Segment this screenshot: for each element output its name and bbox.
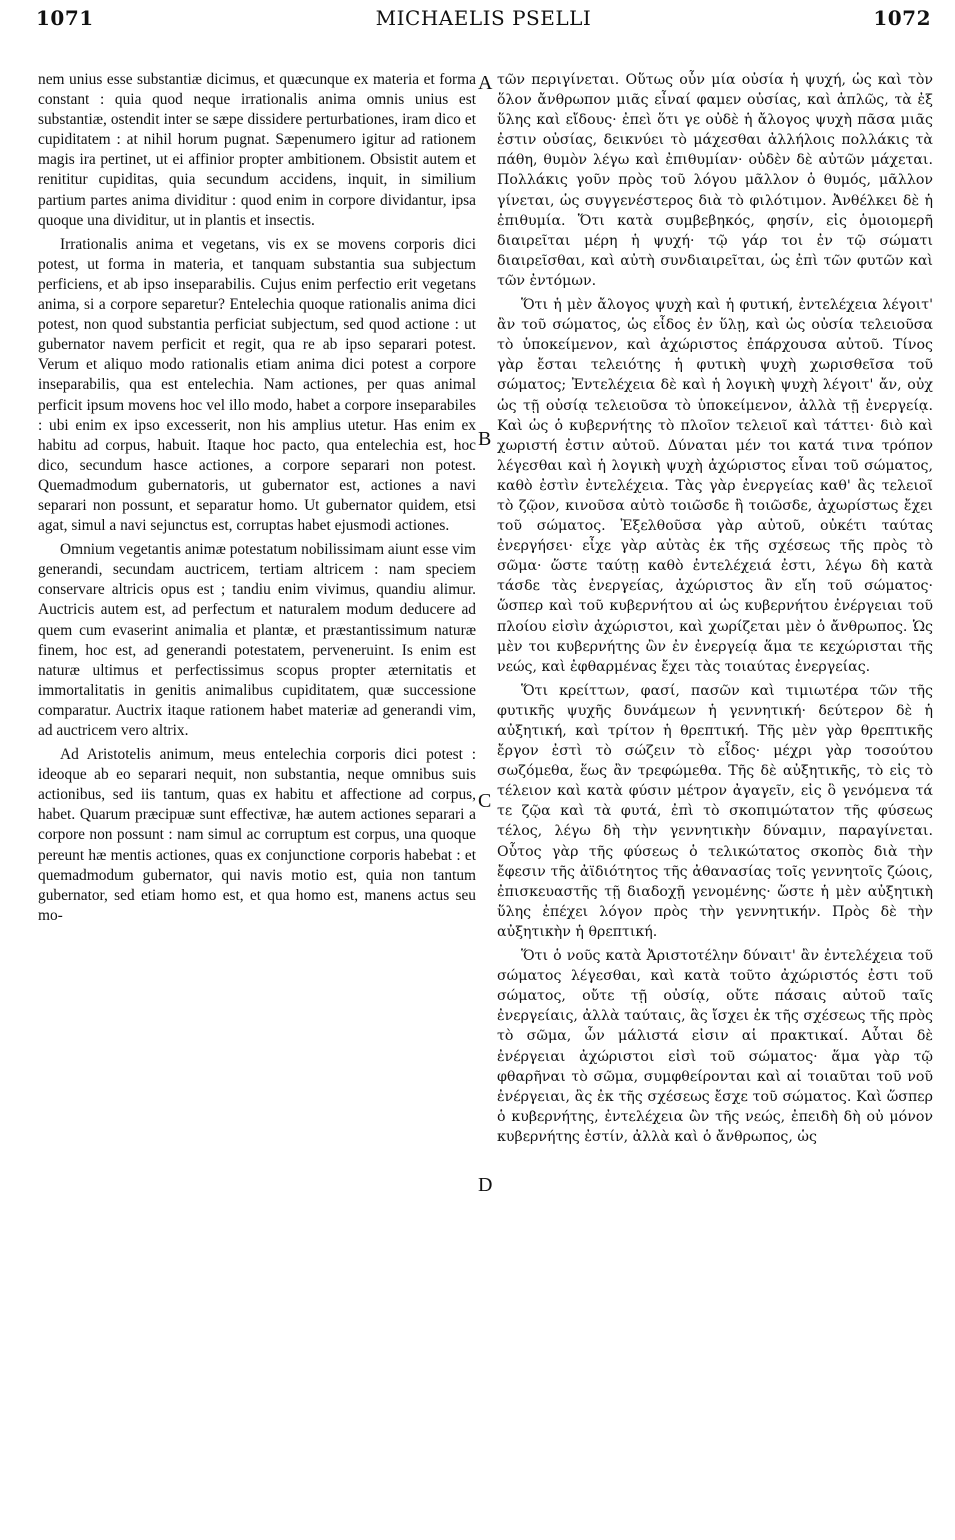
page-header xyxy=(36,6,931,46)
greek-paragraph-2: Ὅτι ἡ μὲν ἄλογος ψυχὴ καὶ ἡ φυτική, ἐντελέχεια λέγοιτ' ἂν τοῦ σώματος, ὡς εἶδος ἐν ὕλῃ, καὶ ὡς οὐσία τελειοῦσα τὸ ὑποκείμενον, καὶ ἀχώριστος ἐπάρχουσα αὐτοῦ. Τίνος γὰρ ἔσται τελειότης ἡ φυτικὴ ψυχὴ χωρισθεῖσα τοῦ σώματος; Ἐντελέχεια δὲ καὶ ἡ λογικὴ ψυχὴ λέγοιτ' ἄν, οὐχ ὡς τῇ οὐσίᾳ τελειοῦσα τὸ ὑποκείμενον, ἀλλὰ τῇ ἐνεργείᾳ. Καὶ ὡς ὁ κυβερνήτης τὸ πλοῖον τελειοῖ καὶ τάττει· διὸ καὶ χωριστή ἐστιν αὐτοῦ. Δύναται μέν τοι κατά τινα τρόπον λέγεσθαι καὶ ἡ λογικὴ ψυχὴ ἀχώριστος εἶναι τοῦ σώματος, καθὸ ἐστὶν ἐντελέχεια. Τὰς γὰρ ἐνεργείας καθ' ἃς τελειοῖ τὸ ζῷον, κινοῦσα αὐτὸ τοιῶσδε ἢ τοιῶσδε, ἀχωρίστως ἔχει τοῦ σώματος. Ἐξελθοῦσα γὰρ αὐτοῦ, οὐκέτι ταύτας ἐνεργήσει· εἶχε γὰρ αὐτὰς ἐκ τῆς σχέσεως τῆς πρὸς τὸ σῶμα· ὥστε ταύτῃ καθὸ ἐντελέχειά ἐστι, λέγω δὴ κατὰ τάσδε τὰς ἐνεργείας, ἀχώριστος ἂν εἴη τοῦ σώματος· ὥσπερ καὶ τοῦ κυβερνήτου αἱ ὡς κυβερνήτου ἐνέργειαι τοῦ πλοίου εἰσὶν ἀχώριστοι, καὶ χωρίζεται μὲν ὁ ἄνθρωπος. Ὡς μὲν τοι κυβερνήτης ὢν ἐν ἐνεργείᾳ ἅμα τε κεχώρισται τῆς νεώς, καὶ ἐφθαρμένας ἔχει τὰς τοιαύτας ἐνεργείας. xyxy=(497,297,933,675)
running-title: MICHAELIS PSELLI xyxy=(375,6,592,30)
margin-letter-c: C xyxy=(478,790,492,812)
margin-letter-b: B xyxy=(478,428,492,450)
latin-paragraph-3: Omnium vegetantis animæ potestatum nobilissimam aiunt esse vim generandi, secundam auctricem, tertiam altricem : nam speciem conservare altricis opus est ; tandiu enim vivimus, quandiu alimur. Auctricis autem est, ad perfectum et naturalem modum deducere ad quem cum evaserint animalia et plantæ, et præstantissimum naturæ finem, hoc est, ad generandi potestatem, perveneruint. Is enim est naturæ ultimus et perfectissimus scopus propter æternitatis et immortalitatis in genitis animalibus cupiditatem, quæ successione comparatur. Auctrix itaque rationem habet materiæ ad generandi vim, ad auctricem vero altrix. xyxy=(38,541,476,739)
latin-paragraph-2: Irrationalis anima et vegetans, vis ex se movens corporis dici potest, ut forma in materia, et tanquam substantia sua subjectum perficiens, et ab ipso inseparabilis. Cujus enim perfectio erit vegetans anima, si a corpore separetur? Entelechia quoque rationalis anima dici potest, non quod substantia perficiat subjectum, sed quod actione : ut gubernator navem perficit et regit, qua re ab ipso separari potest. Verum et aliquo modo rationalis etiam anima dici potest a corpore inseparabilis, qua est entelechia. Nam actiones, per quas animal perficit ipsum movens hoc vel illo modo, habet a corpore inseparabiles : ubi enim ex ipso excesserit, non his amplius utetur. Has enim ex habitu ad corpus, habuit. Itaque hoc pacto, qua entelechia est, hoc dico, secundum hasce actiones, a corpore separari non potest. Quemadmodum gubernatoris, ut gubernator est, actiones a navi separari non possunt, et separatur homo. Ut gubernator quidem, etsi agat, simul a navi sejunctus est, corruptas habet ejusmodi actiones. xyxy=(38,235,476,535)
greek-column xyxy=(497,70,933,1526)
page-number-right: 1072 xyxy=(873,6,931,30)
latin-paragraph-1: nem unius esse substantiæ dicimus, et quæcunque ex materia et forma constant : quia quod neque irrationalis anima omnis unius est substantiæ, ostendit inter se sæpe dissidere perturbationes, iram dico et cupiditatem : at nihil horum pugnat. Sæpenumero igitur ad rationem magis ira pertinet, ut ei affinior propter ambitionem. Obsistit autem et renititur cupiditas, quia secundum accidens, inquit, in similium partium partes anima dividitur : quod enim in corpore dividantur, ipsa quoque una dividitur, ut in plantis et insectis. xyxy=(38,71,476,229)
latin-column xyxy=(38,70,476,1526)
margin-letter-a: A xyxy=(478,72,493,94)
latin-paragraph-4: Ad Aristotelis animum, meus entelechia corporis dici potest : ideoque ab eo separari nequit, non substantia, neque omnibus suis actionibus, sed iis tantum, quas ex habitu et affectione ad corpus, habet. Quarum præcipuæ sunt effectivæ, hæ autem actiones separari a corpore non possunt : nam simul ac corruptum est corpus, una quoque pereunt hæ mentis actiones, quas ex conjunctione corporis habebat : et quemadmodum gubernator, qui navis motio est, quia non tantum gubernator, sed etiam homo est, et qua homo est, manens actus seu mo- xyxy=(38,746,476,924)
greek-paragraph-3: Ὅτι κρείττων, φασί, πασῶν καὶ τιμιωτέρα τῶν τῆς φυτικῆς ψυχῆς δυνάμεων ἡ γεννητική· δεύτερον δὲ ἡ αὐξητική, καὶ τρίτον ἡ θρεπτική. Τῆς μὲν γὰρ θρεπτικῆς ἔργον ἐστὶ τὸ σώζειν τὸ εἶδος· μέχρι γὰρ τοσούτου σωζόμεθα, ἕως ἂν τρεφώμεθα. Τῆς δὲ αὐξητικῆς, τὸ εἰς τὸ τέλειον καὶ κατὰ φύσιν μέτρον ἀγαγεῖν, εἰς ὃ γενόμενα τά τε ζῷα καὶ τὰ φυτά, ἐπὶ τὸ σκοπιμώτατον τῆς φύσεως τέλος, λέγω δὴ τὴν γεννητικὴν δύναμιν, παραγίνεται. Οὗτος γὰρ τῆς φύσεως ὁ τελικώτατος σκοπὸς διὰ τὴν ἔφεσιν τῆς ἀϊδιότητος τῆς ἀθανασίας τοῖς γεννητοῖς ζώοις, ἐπισκευαστῆς τῇ διαδοχῇ γενομένης· ὥστε ἡ μὲν αὐξητικὴ ὕλης ἐπέχει λόγον πρὸς τὴν γεννητικήν. Πρὸς δὲ τὴν αὐξητικὴν ἡ θρεπτική. xyxy=(497,682,933,940)
greek-paragraph-4: Ὅτι ὁ νοῦς κατὰ Ἀριστοτέλην δύναιτ' ἂν ἐντελέχεια τοῦ σώματος λέγεσθαι, καὶ κατὰ τοῦτο ἀχώριστός ἐστι τοῦ σώματος, οὔτε τῇ οὐσίᾳ, οὔτε πάσαις αὐτοῦ ταῖς ἐνεργείαις, ἀλλὰ ταύταις, ἃς ἴσχει ἐκ τῆς σχέσεως τῆς πρὸς τὸ σῶμα, ὧν μάλιστά εἰσιν αἱ πρακτικαί. Αὗται δὲ ἐνέργειαι ἀχώριστοι εἰσὶ τοῦ σώματος· ἅμα γὰρ τῷ φθαρῆναι τὸ σῶμα, συμφθείρονται καὶ αἱ τοιαῦται τοῦ νοῦ ἐνέργειαι, ἃς ἐκ τῆς σχέσεως ἔσχε τοῦ σώματος. Καὶ ὥσπερ ὁ κυβερνήτης, ἐντελέχεια ὢν τῆς νεώς, ἐπειδὴ δὴ οὐ μόνον κυβερνήτης ἐστίν, ἀλλὰ καὶ ὁ ἄνθρωπος, ὡς xyxy=(497,948,933,1145)
greek-paragraph-1: τῶν περιγίνεται. Οὕτως οὖν μία οὐσία ἡ ψυχή, ὡς καὶ τὸν ὅλον ἄνθρωπον μιᾶς εἶναί φαμεν οὐσίας, καὶ ἁπλῶς, τὰ ἐξ ὕλης καὶ εἴδους· ἐπεὶ ὅτι γε οὐδὲ ἡ ἄλογος ψυχὴ πᾶσα μιᾶς ἐστιν οὐσίας, δεικνύει τὸ μάχεσθαι ἀλλήλοις πολλάκις τὰ πάθη, θυμὸν λέγω καὶ ἐπιθυμίαν· οὐδὲν δὲ αὐτῶν μάχεται. Πολλάκις γοῦν πρὸς τοῦ λόγου μᾶλλον ὁ θυμός, μᾶλλον γίνεται, ὡς συγγενέστερος διὰ τὸ φιλότιμον. Ἀνθέλκει δὲ ἡ ἐπιθυμία. Ὅτι κατὰ συμβεβηκός, φησίν, εἰς ὁμοιομερῆ διαιρεῖται μέρη ἡ ψυχή· τῷ γάρ τοι ἐν τῷ σώματι διαιρεῖσθαι, καὶ αὐτὴ συνδιαιρεῖται, ὡς ἐπὶ τῶν φυτῶν καὶ τῶν ἐντόμων. xyxy=(497,72,933,289)
margin-letter-d: D xyxy=(478,1174,493,1196)
page-number-left: 1071 xyxy=(36,6,94,30)
